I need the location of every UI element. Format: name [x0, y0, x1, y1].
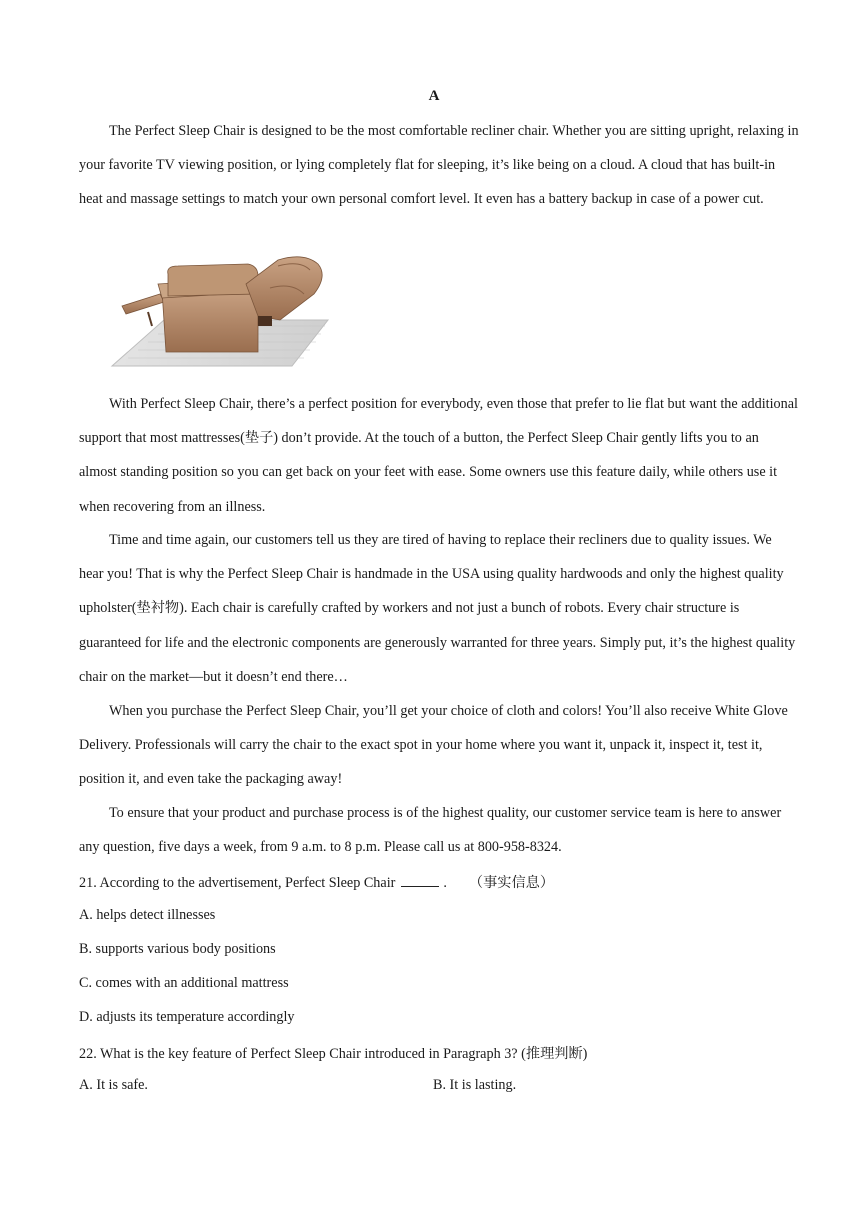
- paragraph-1: [79, 114, 799, 217]
- paragraph-text: Time and time again, our customers tell us they are tired of having to replace their recliners due to quality issues. We hear you! That is why the Perfect Sleep Chair is handmade in the USA using quality hardwoods and only the highest quality upholster(垫衬物). Each chair is carefully crafted by workers and not just a bunch of robots. Every chair structure is guaranteed for life and the electronic components are generously warranted for three years. Simply put, it’s the highest quality chair on the market—but it doesn’t end there…: [79, 532, 796, 685]
- paragraph-text: The Perfect Sleep Chair is designed to be the most comfortable recliner chair. Whether you are sitting upright, relaxing in your favorite TV viewing position, or lying completely flat for sleeping, it’s like being on a cloud. A cloud that has built-in heat and massage settings to match your own personal comfort level. It even has a battery backup in case of a power cut.: [79, 123, 799, 208]
- option-22-b: B. It is lasting.: [433, 1077, 517, 1093]
- paragraph-4: [79, 694, 799, 797]
- option-21-a: A. helps detect illnesses: [79, 907, 216, 923]
- recliner-chair-illustration: [108, 254, 340, 372]
- paragraph-text: With Perfect Sleep Chair, there’s a perfect position for everybody, even those that prefer to lie flat but want the additional support that most mattresses(垫子) don’t provide. At the touch of a button, the Perfect Sleep Chair gently lifts you to an almost standing position so you can get back on your feet with ease. Some owners use this feature daily, while others use it when recovering from an illness.: [79, 396, 798, 515]
- option-21-b: B. supports various body positions: [79, 941, 276, 957]
- question-22-stem: 22. What is the key feature of Perfect Sleep Chair introduced in Paragraph 3? (推理判断): [79, 1046, 588, 1062]
- passage-heading: A: [428, 88, 440, 104]
- paragraph-text: When you purchase the Perfect Sleep Chair, you’ll get your choice of cloth and colors! You’ll also receive White Glove Delivery. Professionals will carry the chair to the exact spot in your home where you want it, unpack it, inspect it, test it, position it, and even take the packaging away!: [79, 703, 788, 788]
- option-21-c: C. comes with an additional mattress: [79, 975, 289, 991]
- question-text: 21. According to the advertisement, Perfect Sleep Chair: [79, 875, 396, 891]
- paragraph-text: To ensure that your product and purchase process is of the highest quality, our customer service team is here to answer any question, five days a week, from 9 a.m. to 8 p.m. Please call us at 800-958-8324.: [79, 805, 782, 856]
- paragraph-3: [79, 523, 799, 694]
- question-21-stem: [79, 872, 554, 892]
- option-21-d: D. adjusts its temperature accordingly: [79, 1009, 295, 1025]
- question-tag: （事实信息）: [468, 875, 555, 891]
- option-22-a: A. It is safe.: [79, 1077, 148, 1093]
- answer-blank: [401, 874, 439, 887]
- paragraph-5: [79, 796, 799, 864]
- question-end: .: [443, 875, 447, 891]
- paragraph-2: [79, 387, 799, 524]
